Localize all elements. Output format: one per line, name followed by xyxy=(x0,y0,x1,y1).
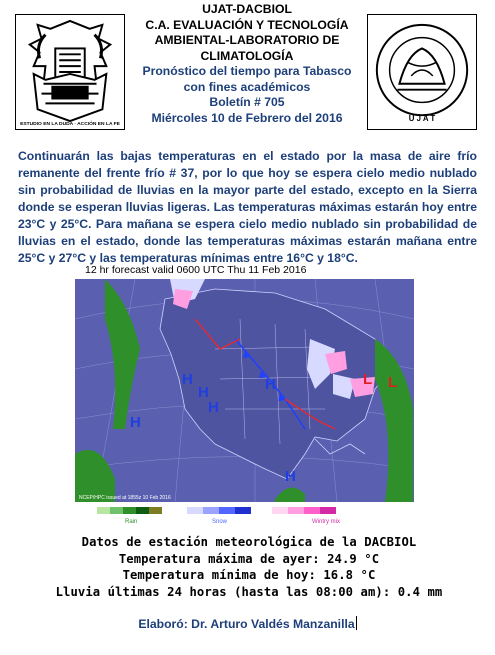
ujat-crest-icon xyxy=(16,15,124,129)
map-title: 12 hr forecast valid 0600 UTC Thu 11 Feb 2016 xyxy=(85,264,307,276)
bulletin-number: Boletín # 705 xyxy=(209,95,285,109)
academic-body-name: C.A. EVALUACIÓN Y TECNOLOGÍA xyxy=(145,17,349,32)
station-data xyxy=(40,534,458,600)
low-pressure-label: L xyxy=(388,374,398,391)
rain-legend xyxy=(97,507,162,525)
high-pressure-label: H xyxy=(198,384,209,401)
max-temperature: Temperatura máxima de ayer: 24.9 °C xyxy=(118,551,380,566)
forecast-map-image xyxy=(75,279,414,502)
high-pressure-label: H xyxy=(285,468,296,485)
high-pressure-label: H xyxy=(130,414,141,431)
weather-map xyxy=(75,264,415,529)
author-signature xyxy=(0,616,495,631)
lab-name: AMBIENTAL-LABORATORIO DE xyxy=(154,33,340,47)
author-name: Elaboró: Dr. Arturo Valdés Manzanilla xyxy=(138,617,355,631)
station-data-title: Datos de estación meteorológica de la DACBIOL xyxy=(81,535,417,549)
wintry-legend-label: Wintry mix xyxy=(312,519,340,525)
map-credit: NCEP/HPC issued at 1855z 10 Feb 2016 xyxy=(79,495,171,501)
text-cursor xyxy=(356,616,357,630)
high-pressure-label: H xyxy=(265,376,276,393)
low-pressure-label: L xyxy=(363,371,373,388)
forecast-paragraph: Continuarán las bajas temperaturas en el estado por la masa de aire frío remanente del frente frío # 37, por lo que hoy se espera cielo medio nublado sin probabilidad de lluvias en la mayor parte del estado, excepto en la Sierra donde se esperan lluvias ligeras. Las temperaturas máximas estarán hoy entre 23°C y 25°C. Para mañana se espera cielo medio nublado sin probabilidad de lluvias en el estado, donde las temperaturas máximas estarán mañana entre 25°C y 27°C y las temperaturas mínimas entre 16°C y 18°C. xyxy=(18,149,477,265)
dacbiol-seal-icon xyxy=(368,15,476,129)
rain-legend-label: Rain xyxy=(125,519,138,525)
institution-name: UJAT-DACBIOL xyxy=(202,2,292,16)
snow-legend xyxy=(187,507,251,525)
dacbiol-logo xyxy=(367,14,477,130)
high-pressure-label: H xyxy=(182,371,193,388)
svg-text:U J A T: U J A T xyxy=(408,114,436,124)
rainfall-24h: Lluvia últimas 24 horas (hasta las 08:00 am): 0.4 mm xyxy=(55,584,443,599)
high-pressure-label: H xyxy=(208,399,219,416)
min-temperature: Temperatura mínima de hoy: 16.8 °C xyxy=(122,568,376,583)
wintry-legend xyxy=(272,507,340,525)
ujat-logo xyxy=(15,14,125,130)
map-legend xyxy=(87,503,402,529)
bulletin-header xyxy=(128,2,366,126)
svg-text:ESTUDIO EN LA DUDA · ACCIÓN EN: ESTUDIO EN LA DUDA · ACCIÓN EN LA FE xyxy=(20,122,120,128)
bulletin-date: Miércoles 10 de Febrero del 2016 xyxy=(151,110,343,125)
lab-name-cont: CLIMATOLOGÍA xyxy=(200,48,294,63)
bulletin-subtitle: con fines académicos xyxy=(183,79,311,94)
bulletin-title: Pronóstico del tiempo para Tabasco xyxy=(142,64,352,78)
snow-legend-label: Snow xyxy=(212,519,228,525)
